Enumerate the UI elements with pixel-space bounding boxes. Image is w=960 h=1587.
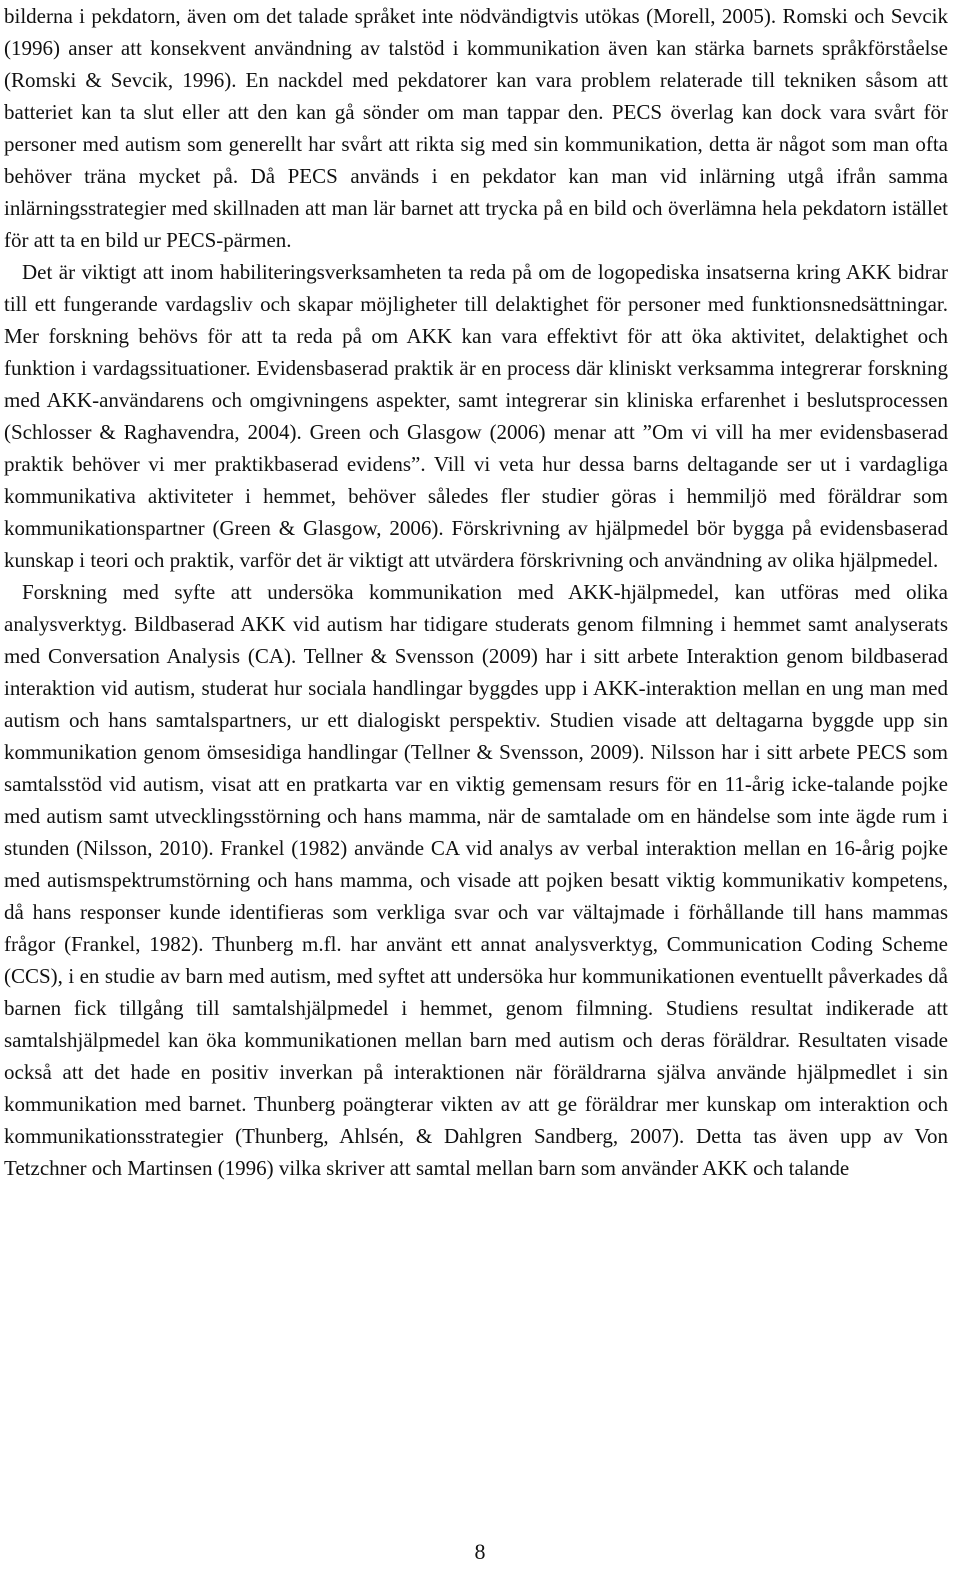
page-number: 8 — [474, 1539, 486, 1564]
paragraph-habilitation: Det är viktigt att inom habiliteringsverksamheten ta reda på om de logopediska insatserna kring AKK bidrar till ett fungerande vardagsliv och skapar möjligheter till delaktighet för personer med funktionsnedsättningar. Mer forskning behövs för att ta reda på om AKK kan vara effektivt för att öka aktivitet, delaktighet och funktion i vardagssituationer. Evidensbaserad praktik är en process där kliniskt verksamma integrerar forskning med AKK-användarens och omgivningens aspekter, samt integrerar sin kliniska erfarenhet i beslutsprocessen (Schlosser & Raghavendra, 2004). Green och Glasgow (2006) menar att ”Om vi vill ha mer evidensbaserad praktik behöver vi mer praktikbaserad evidens”. Vill vi veta hur dessa barns deltagande ser ut i vardagliga kommunikativa aktiviteter i hemmet, behöver således fler studier göras i hemmiljö med föräldrar som kommunikationspartner (Green & Glasgow, 2006). Förskrivning av hjälpmedel bör bygga på evidensbaserad kunskap i teori och praktik, varför det är viktigt att utvärdera förskrivning och användning av olika hjälpmedel. — [4, 260, 948, 572]
document-body — [4, 0, 948, 1184]
paragraph-research: Forskning med syfte att undersöka kommunikation med AKK-hjälpmedel, kan utföras med olika analysverktyg. Bildbaserad AKK vid autism har tidigare studerats genom filmning i hemmet samt analyserats med Conversation Analysis (CA). Tellner & Svensson (2009) har i sitt arbete Interaktion genom bildbaserad interaktion vid autism, studerat hur sociala handlingar byggdes upp i AKK-interaktion mellan en ung man med autism och hans samtalspartners, ur ett dialogiskt perspektiv. Studien visade att deltagarna byggde upp sin kommunikation genom ömsesidiga handlingar (Tellner & Svensson, 2009). Nilsson har i sitt arbete PECS som samtalsstöd vid autism, visat att en pratkarta var en viktig gemensam resurs för en 11-årig icke-talande pojke med autism samt utvecklingsstörning och hans mamma, när de samtalade om en händelse som inte ägde rum i stunden (Nilsson, 2010). Frankel (1982) använde CA vid analys av verbal interaktion mellan en 16-årig pojke med autismspektrumstörning och hans mamma, och visade att pojken besatt viktig kommunikativ kompetens, då hans responser kunde identifieras som verkliga svar och var vältajmade i förhållande till hans mammas frågor (Frankel, 1982). Thunberg m.fl. har använt ett annat analysverktyg, Communication Coding Scheme (CCS), i en studie av barn med autism, med syftet att undersöka hur kommunikationen eventuellt påverkades då barnen fick tillgång till samtalshjälpmedel i hemmet, genom filmning. Studiens resultat indikerade att samtalshjälpmedel kan öka kommunikationen mellan barn med autism och deras föräldrar. Resultaten visade också att det hade en positiv inverkan på interaktionen när föräldrarna själva använde hjälpmedlet i sin kommunikation med barnet. Thunberg poängterar vikten av att ge föräldrar mer kunskap om interaktion och kommunikationsstrategier (Thunberg, Ahlsén, & Dahlgren Sandberg, 2007). Detta tas även upp av Von Tetzchner och Martinsen (1996) vilka skriver att samtal mellan barn som använder AKK och talande — [4, 580, 948, 1180]
paragraph-continued: bilderna i pekdatorn, även om det talade språket inte nödvändigtvis utökas (Morell, 2005). Romski och Sevcik (1996) anser att konsekvent användning av talstöd i kommunikation även kan stärka barnets språkförståelse (Romski & Sevcik, 1996). En nackdel med pekdatorer kan vara problem relaterade till tekniken såsom att batteriet kan ta slut eller att den kan gå sönder om man tappar den. PECS överlag kan dock vara svårt för personer med autism som generellt har svårt att rikta sig med sin kommunikation, detta är något som man ofta behöver träna mycket på. Då PECS används i en pekdator kan man vid inlärning utgå ifrån samma inlärningsstrategier med skillnaden att man lär barnet att trycka på en bild och överlämna hela pekdatorn istället för att ta en bild ur PECS-pärmen. — [4, 4, 948, 252]
